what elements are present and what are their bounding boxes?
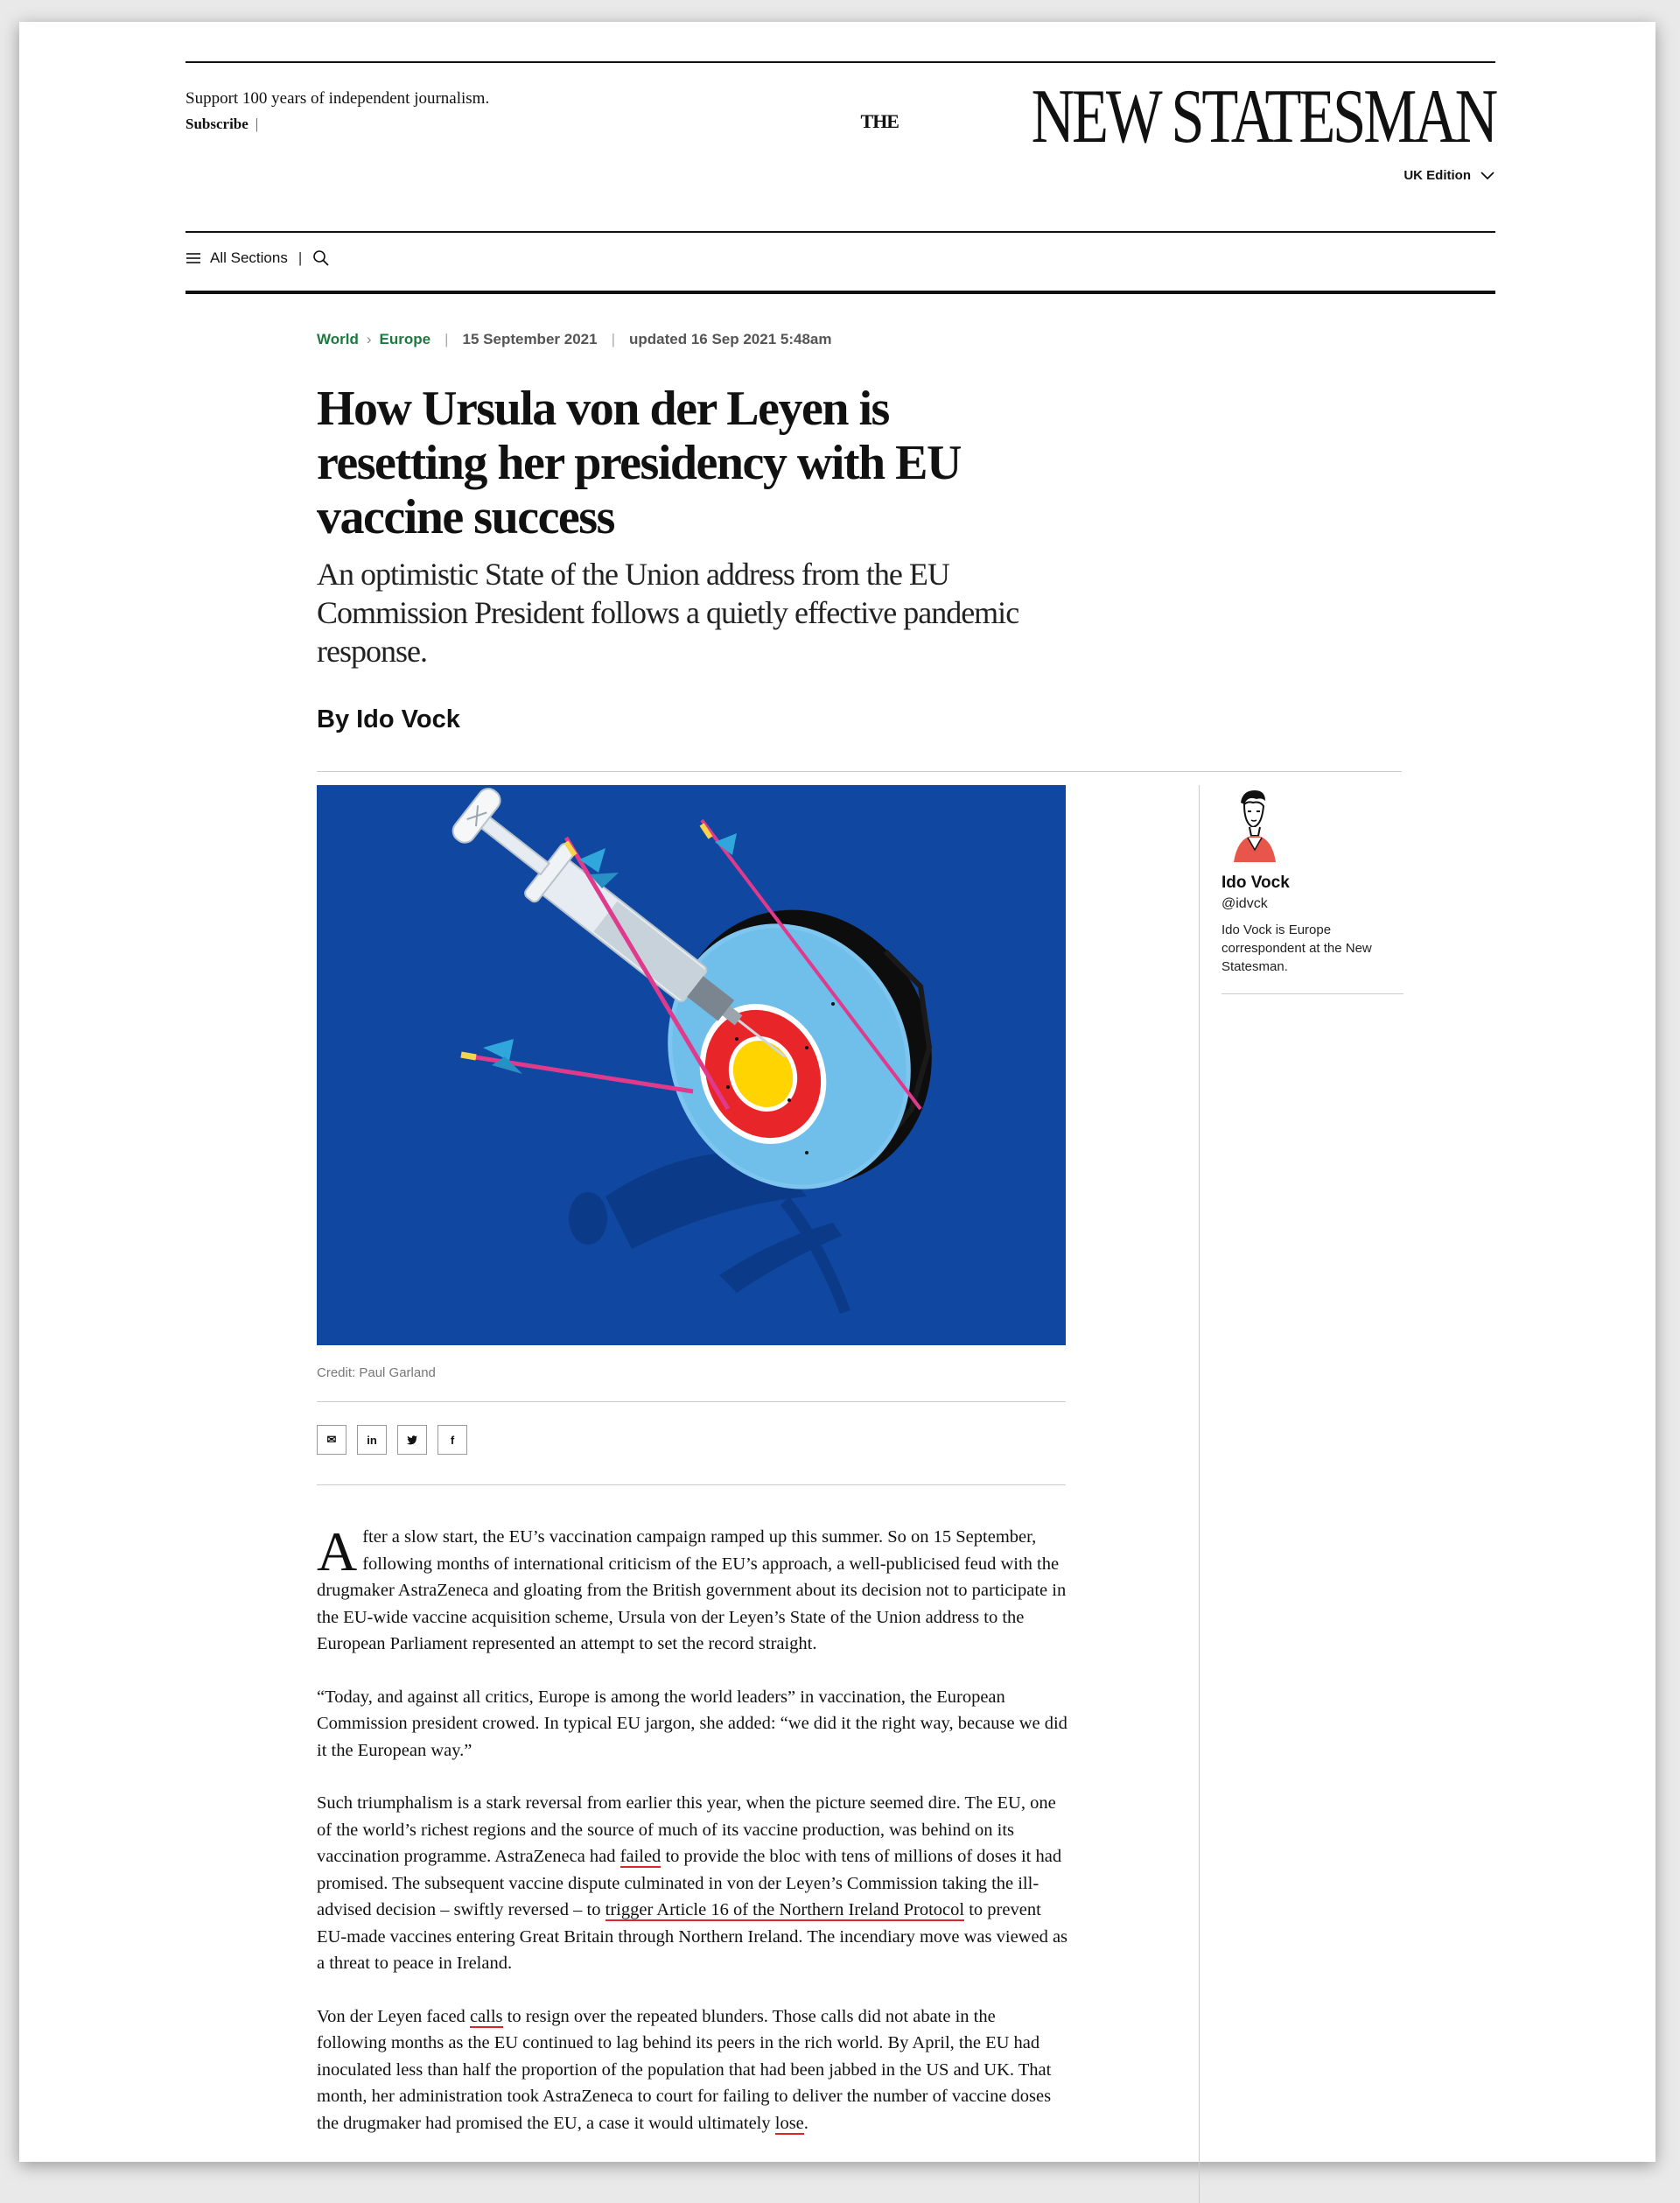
all-sections-label: All Sections [210,249,288,266]
support-text: Support 100 years of independent journalism. [186,89,490,108]
all-sections-button[interactable] [186,249,288,267]
page [186,61,1495,266]
author-avatar[interactable] [1222,785,1283,864]
nav-bottom-rule [186,291,1495,294]
byline: By Ido Vock [317,705,460,733]
paragraph-3-text-b: to provide the bloc with tens of millions of doses it had promised. The subsequent vaccine dispute culminated in von der Leyen’s Commission taking the ill-advised decision – swiftly reversed – to [317,1847,1062,1919]
updated-date: updated 16 Sep 2021 5:48am [628,331,832,347]
link-article-16[interactable]: trigger Article 16 of the Northern Ireland Protocol [605,1900,965,1919]
crumb-separator: | [444,331,449,347]
article [317,331,1402,2133]
twitter-icon [406,1435,418,1445]
edition-label: UK Edition [1404,168,1471,183]
link-calls[interactable]: calls [469,2006,503,2026]
paragraph-1-text: fter a slow start, the EU’s vaccination campaign ramped up this summer. So on 15 September, following months of international criticism of the EU’s approach, a well-publicised feud with the drugmaker AstraZeneca and gloating from the British government about its decision not to participate in the EU-wide vaccine acquisition scheme, Ursula von der Leyen’s State of the Union address to the European Parliament represented an attempt to set the record straight. [317,1527,1067,1653]
paragraph-4 [317,2003,1069,2137]
top-rule [186,61,1495,63]
link-lose[interactable]: lose [774,2113,804,2133]
paragraph-4-text-c: . [803,2113,808,2133]
linkedin-icon: in [367,1433,377,1447]
logo[interactable] [860,74,1495,159]
paragraph-3-text-a: Such triumphalism is a stark reversal from earlier this year, when the picture seemed dire. The EU, one of the world’s richest regions and the source of much of its vaccine production, was behind on its vaccination programme. AstraZeneca had [317,1793,1056,1866]
share-buttons [317,1425,467,1455]
author-name[interactable]: Ido Vock [1222,873,1290,892]
chevron-down-icon [1480,171,1495,181]
logo-the: THE [860,110,899,132]
paragraph-1 [317,1520,1069,1658]
chevron-right-icon: › [366,331,372,347]
drop-cap: A [317,1520,358,1582]
subscribe-row [186,116,258,133]
image-divider [317,1401,1066,1402]
image-credit: Credit: Paul Garland [317,1365,436,1380]
paragraph-3-text-c: to prevent EU-made vaccines entering Great Britain through Northern Ireland. The incendiary move was viewed as a threat to peace in Ireland. [317,1900,1068,1973]
link-failed[interactable]: failed [620,1847,662,1866]
search-icon[interactable] [312,249,330,267]
target-syringe-illustration [317,785,1066,1345]
paragraph-4-text-a: Von der Leyen faced [317,2006,470,2026]
breadcrumb [317,331,1402,348]
logo-name: NEW STATESMAN [1031,74,1495,159]
author-bio: Ido Vock is Europe correspondent at the New Statesman. [1222,923,1372,974]
share-facebook-button[interactable] [438,1425,467,1455]
paragraph-3 [317,1790,1069,1977]
breadcrumb-europe[interactable]: Europe [379,331,431,347]
article-standfirst: An optimistic State of the Union address from the EU Commission President follows a quietly effective pandemic response. [317,557,1019,669]
article-title: How Ursula von der Leyen is resetting her presidency with EU vaccine success [317,382,961,544]
subscribe-separator: | [255,116,259,132]
publish-date: 15 September 2021 [462,331,598,347]
header-divider [317,771,1402,772]
share-linkedin-button[interactable] [357,1425,387,1455]
nav-top-rule [186,231,1495,233]
subscribe-link[interactable]: Subscribe [186,116,248,132]
hero-illustration [317,785,1066,1345]
crumb-separator: | [611,331,615,347]
author-handle[interactable]: @idvck [1222,896,1268,911]
author-card [1222,785,1404,994]
nav-separator: | [298,249,303,266]
article-body [317,1520,1069,2163]
share-twitter-button[interactable] [397,1425,427,1455]
page-frame [19,22,1656,2162]
nav-bar [186,249,330,267]
share-email-button[interactable] [317,1425,346,1455]
paragraph-4-text-b: to resign over the repeated blunders. Those calls did not abate in the following months as the EU continued to lag behind its peers in the rich world. By April, the EU had inoculated less than half the proportion of the population that had been jabbed in the US and UK. That month, her administration took AstraZeneca to court for failing to deliver the number of vaccine doses the drugmaker had promised the EU, a case it would ultimately [317,2006,1052,2133]
facebook-icon: f [450,1433,455,1447]
masthead[interactable] [860,74,1495,159]
hamburger-icon [186,252,201,264]
edition-selector[interactable] [1404,168,1495,183]
breadcrumb-world[interactable]: World [317,331,359,347]
paragraph-2: “Today, and against all critics, Europe is among the world leaders” in vaccination, the European Commission president crowed. In typical EU jargon, she added: “we did it the right way, because we did it the European way.” [317,1687,1068,1760]
author-divider [1222,993,1404,994]
email-icon: ✉ [326,1433,337,1446]
share-divider [317,1484,1066,1485]
sidebar-divider [1199,785,1200,2203]
